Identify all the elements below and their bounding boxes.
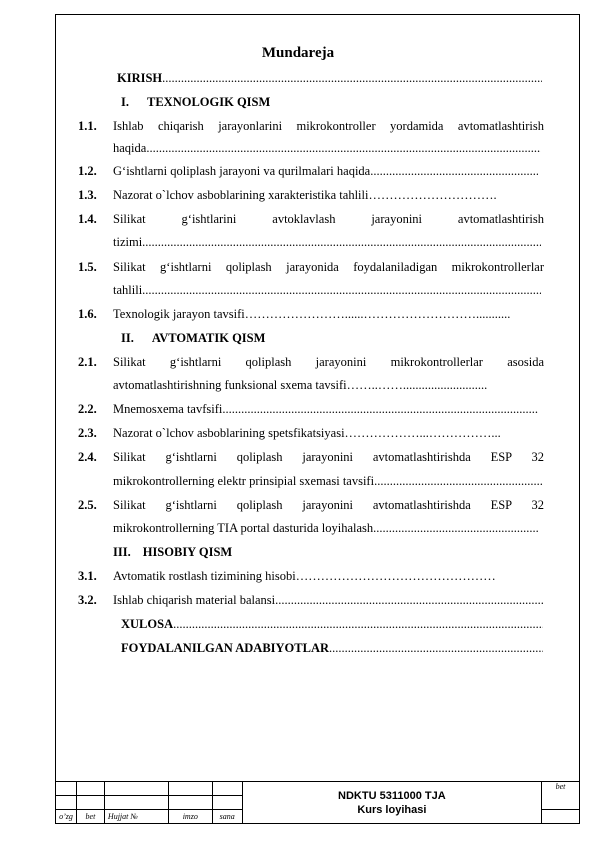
toc-entry-label: KIRISH [117, 71, 163, 85]
toc-entry-number: 3.1. [78, 569, 97, 583]
toc-entry-intro[interactable] [117, 70, 542, 86]
toc-entry-2-4-cont[interactable]: mikrokontrollerning elektr prinsipial sxemasi tavsifi ..... [113, 473, 543, 489]
page-label: bet [555, 782, 566, 791]
toc-entry-2-3[interactable]: Nazorat o`lchov asboblarining spetsfikatsiyasi………………...……………... [113, 426, 501, 440]
toc-entry-number: 1.6. [78, 307, 97, 321]
stamp-col-document: Hujjat № [104, 810, 168, 824]
stamp-col-date: sana [212, 810, 242, 824]
toc-entry-references[interactable]: FOYDALANILGAN ADABIYOTLAR ..... [121, 640, 543, 656]
toc-entry-2-4[interactable]: Silikat g‘ishtlarni qoliplash jarayonini avtomatlashtirishda ESP 32 [113, 450, 544, 464]
toc-entry-number: 2.4. [78, 450, 97, 464]
stamp-col-signature: imzo [168, 810, 212, 824]
section-heading-1: I. TEXNOLOGIK QISM [121, 95, 271, 109]
toc-entry-1-1-cont[interactable]: haqida ..... [113, 140, 541, 156]
title-block-document [242, 782, 541, 824]
toc-entry-1-2[interactable]: G‘ishtlarni qoliplash jarayoni va qurilmalari haqida ..... [113, 163, 538, 179]
toc-entry-number: 1.1. [78, 119, 97, 133]
toc-entry-1-5[interactable]: Silikat g‘ishtlarni qoliplash jarayonida foydalaniladigan mikrokontrollerlar [113, 260, 544, 274]
toc-entry-1-3[interactable]: Nazorat o`lchov asboblarining xarakteristika tahlili…………………………. [113, 188, 497, 202]
document-code: NDKTU 5311000 TJA [338, 789, 446, 802]
stamp-col-sheet: bet [76, 810, 104, 824]
toc-entry-number: 1.4. [78, 212, 97, 226]
toc-entry-conclusion[interactable]: XULOSA ..... [121, 616, 543, 632]
toc-entry-1-4[interactable]: Silikat g‘ishtlarini avtoklavlash jarayonini avtomatlashtirish [113, 212, 544, 226]
toc-entry-number: 2.3. [78, 426, 97, 440]
toc-entry-2-1[interactable]: Silikat g‘ishtlarni qoliplash jarayonini mikrokontrollerlar asosida [113, 355, 544, 369]
toc-entry-number: 3.2. [78, 593, 97, 607]
document-type: Kurs loyihasi [357, 803, 427, 816]
toc-entry-3-2[interactable]: Ishlab chiqarish material balansi ..... [113, 592, 543, 608]
toc-entry-number: 1.3. [78, 188, 97, 202]
toc-entry-number: 1.2. [78, 164, 97, 178]
toc-entry-3-1[interactable]: Avtomatik rostlash tizimining hisobi………………………………………… [113, 569, 496, 583]
toc-entry-number: 2.2. [78, 402, 97, 416]
toc-entry-2-5-cont[interactable]: mikrokontrollerning TIA portal dasturida loyihalash ..... [113, 520, 538, 536]
toc-entry-number: 2.1. [78, 355, 97, 369]
stamp-col-change: o’zg [56, 810, 77, 824]
title-block [55, 781, 580, 824]
toc-entry-1-1[interactable]: Ishlab chiqarish jarayonlarini mikrokontroller yordamida avtomatlashtirish [113, 119, 544, 133]
page-label-cell [542, 782, 580, 810]
toc-entry-1-6[interactable]: Texnologik jarayon tavsifi……………………......………………………........... [113, 307, 511, 321]
toc-entry-number: 1.5. [78, 260, 97, 274]
page-title: Mundareja [261, 45, 335, 61]
toc-entry-number: 2.5. [78, 498, 97, 512]
toc-entry-1-5-cont[interactable]: tahlili ..... [113, 282, 541, 298]
page-frame [55, 14, 580, 824]
page-number-cell [542, 810, 580, 824]
section-heading-3: III. HISOBIY QISM [113, 545, 233, 559]
toc-entry-2-2[interactable]: Mnemosxema tavfsifi ..... [113, 401, 538, 417]
section-heading-2: II. AVTOMATIK QISM [121, 331, 266, 345]
toc-entry-2-5[interactable]: Silikat g‘ishtlarni qoliplash jarayonini avtomatlashtirishda ESP 32 [113, 498, 544, 512]
toc-entry-2-1-cont[interactable]: avtomatlashtirishning funksional sxema tavsifi……..……........................... [113, 378, 488, 392]
toc-entry-1-4-cont[interactable]: tizimi ..... [113, 234, 541, 250]
